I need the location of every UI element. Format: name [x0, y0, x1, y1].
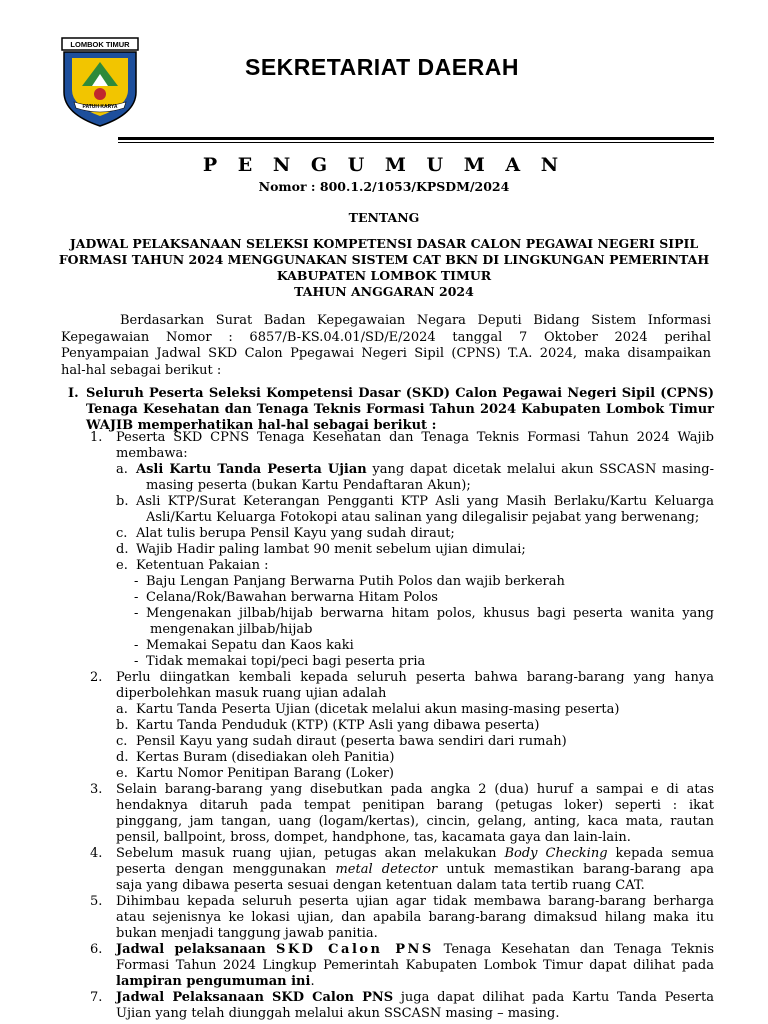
list-item [68, 782, 714, 846]
sub-item-line [136, 462, 714, 478]
sub-item-label: c. [116, 526, 128, 541]
sub-item [68, 750, 714, 766]
sub-item-line: Ketentuan Pakaian : [136, 558, 269, 573]
section-1 [68, 386, 715, 1021]
lombok-timur-emblem [60, 36, 140, 128]
list-item [68, 846, 714, 894]
logo-top-text: LOMBOK TIMUR [70, 40, 130, 49]
document-title: P E N G U M U M A N [202, 154, 566, 176]
section-heading-line: WAJIB memperhatikan hal-hal sebagai berikut : [86, 418, 437, 433]
section-heading-line: Seluruh Peserta Seleksi Kompetensi Dasar (SKD) Calon Pegawai Negeri Sipil (CPNS) [86, 386, 714, 401]
intro-line: Kepegawaian Nomor : 6857/B-KS.04.01/SD/E/2024 tanggal 7 Oktober 2024 perihal [61, 329, 711, 345]
sub-item-line: Kartu Nomor Penitipan Barang (Loker) [136, 766, 394, 781]
item-number: 6. [90, 942, 103, 957]
document-number: Nomor : 800.1.2/1053/KPSDM/2024 [258, 179, 510, 194]
item-line: saja yang dibawa peserta sesuai dengan ketentuan dalam tata tertib ruang CAT. [116, 878, 645, 893]
dress-code-item [68, 574, 714, 590]
list-item [68, 894, 714, 942]
item-line [116, 862, 714, 878]
dress-code-item [68, 606, 714, 638]
sub-item-line: Asli KTP/Surat Keterangan Pengganti KTP Asli yang Masih Berlaku/Kartu Keluarga [136, 494, 714, 509]
dress-code-item [68, 654, 714, 670]
sub-item-bold: Asli Kartu Tanda Peserta Ujian [136, 462, 367, 477]
list-item [68, 942, 714, 990]
item-text: Tenaga Kesehatan dan Tenaga Teknis [433, 942, 714, 957]
item-line: Ujian yang telah diunggah melalui akun SSCASN masing – masing. [116, 1006, 560, 1021]
sub-item-label: a. [116, 462, 128, 477]
dress-code-item [68, 638, 714, 654]
sub-item-label: b. [116, 718, 129, 733]
item-line: pensil, ballpoint, bross, dompet, handphone, tas, kacamata gaya dan lain-lain. [116, 830, 631, 845]
subject-line: JADWAL PELAKSANAAN SELEKSI KOMPETENSI DASAR CALON PEGAWAI NEGERI SIPIL [69, 236, 699, 251]
sub-item [68, 558, 714, 574]
item-number: 7. [90, 990, 103, 1005]
subject-line: FORMASI TAHUN 2024 MENGGUNAKAN SISTEM CAT BKN DI LINGKUNGAN PEMERINTAH [58, 252, 710, 267]
item-line: Perlu diingatkan kembali kepada seluruh peserta bahwa barang-barang yang hanya [116, 670, 714, 685]
document-subject [40, 236, 728, 300]
dress-code-line: Mengenakan jilbab/hijab berwarna hitam polos, khusus bagi peserta wanita yang [146, 606, 714, 621]
sub-item-label: d. [116, 542, 129, 557]
sub-item [68, 462, 714, 494]
subject-line: KABUPATEN LOMBOK TIMUR [276, 268, 492, 283]
sub-item-line: Wajib Hadir paling lambat 90 menit sebelum ujian dimulai; [136, 542, 526, 557]
sub-item [68, 734, 714, 750]
item-bold: lampiran pengumuman ini [116, 974, 311, 989]
item-number: 4. [90, 846, 103, 861]
sub-item-label: c. [116, 734, 128, 749]
intro-paragraph [61, 313, 711, 379]
sub-item [68, 526, 714, 542]
item-line: membawa: [116, 446, 188, 461]
item-line [116, 974, 714, 990]
item-line: Formasi Tahun 2024 Lingkup Pemerintah Kabupaten Lombok Timur dapat dilihat pada [116, 958, 714, 973]
item-bold: Jadwal Pelaksanaan SKD Calon PNS [116, 990, 394, 1005]
item-bold: Jadwal pelaksanaan [116, 942, 276, 957]
item-text: . [310, 974, 315, 989]
sub-item [68, 542, 714, 558]
dress-code-line: Tidak memakai topi/peci bagi peserta pria [146, 654, 426, 669]
sub-item-text: yang dapat dicetak melalui akun SSCASN masing- [366, 462, 714, 477]
header-rule-thin [118, 142, 714, 143]
sub-item [68, 702, 714, 718]
section-items [68, 430, 714, 1022]
dress-code-line: Memakai Sepatu dan Kaos kaki [146, 638, 354, 653]
dress-code-item [68, 590, 714, 606]
item-italic: Body Checking [504, 846, 608, 861]
item-line [116, 942, 714, 958]
sub-item-label: d. [116, 750, 129, 765]
sub-item-label: b. [116, 494, 129, 509]
dash-marker: - [134, 606, 139, 621]
item-line [116, 846, 714, 862]
item-italic: metal detector [335, 862, 438, 877]
item-line: pinggang, jam tangan, uang (logam/kertas), cincin, gelang, anting, kaca mata, rautan [116, 814, 714, 829]
tentang-label: TENTANG [348, 210, 420, 225]
intro-line: Penyampaian Jadwal SKD Calon Ppegawai Negeri Sipil (CPNS) T.A. 2024, maka disampaikan [61, 346, 711, 361]
item-line: Dihimbau kepada seluruh peserta ujian agar tidak membawa barang-barang berharga [116, 894, 714, 909]
org-name: SEKRETARIAT DAERAH [245, 54, 519, 80]
item-line: atau sejenisnya ke lokasi ujian, dan apabila barang-barang dimaksud hilang maka itu [116, 910, 714, 925]
dash-marker: - [134, 654, 139, 669]
item-number: 2. [90, 670, 103, 685]
sub-item-line: Kartu Tanda Penduduk (KTP) (KTP Asli yang dibawa peserta) [136, 718, 540, 733]
item-text: untuk memastikan barang-barang apa [437, 862, 714, 877]
intro-line: hal-hal sebagai berikut : [61, 362, 222, 378]
item-text: kepada semua [607, 846, 715, 861]
sub-item-label: a. [116, 702, 128, 717]
intro-line: Berdasarkan Surat Badan Kepegawaian Negara Deputi Bidang Sistem Informasi [120, 313, 711, 328]
subject-line: TAHUN ANGGARAN 2024 [294, 284, 474, 299]
sub-item-line: Asli/Kartu Keluarga Fotokopi atau salinan yang dilegalisir pejabat yang berwenang; [146, 510, 700, 525]
sub-item-line: Alat tulis berupa Pensil Kayu yang sudah diraut; [136, 526, 455, 541]
dash-marker: - [134, 590, 139, 605]
dress-code-line: mengenakan jilbab/hijab [150, 622, 313, 637]
item-line: Peserta SKD CPNS Tenaga Kesehatan dan Tenaga Teknis Formasi Tahun 2024 Wajib [116, 430, 714, 445]
dress-code-line: Baju Lengan Panjang Berwarna Putih Polos dan wajib berkerah [146, 574, 565, 589]
item-line: diperbolehkan masuk ruang ujian adalah [116, 686, 387, 701]
item-line: hendaknya ditaruh pada tempat penitipan barang (petugas loker) seperti : ikat [116, 798, 714, 813]
sub-item-line: masing peserta (bukan Kartu Pendaftaran Akun); [146, 478, 471, 493]
header-rule-thick [118, 137, 714, 140]
sub-item-label: e. [116, 766, 128, 781]
logo-motto-text: PATUH KARYA [82, 104, 118, 110]
list-item [68, 430, 714, 462]
item-number: 1. [90, 430, 103, 445]
item-text: Sebelum masuk ruang ujian, petugas akan melakukan [116, 846, 505, 861]
list-item [68, 990, 714, 1022]
item-line: bukan menjadi tanggung jawab panitia. [116, 926, 378, 941]
sub-item-line: Kartu Tanda Peserta Ujian (dicetak melalui akun masing-masing peserta) [136, 702, 620, 717]
item-line: Selain barang-barang yang disebutkan pada angka 2 (dua) huruf a sampai e di atas [116, 782, 714, 797]
section-number: I. [68, 386, 79, 401]
section-heading-line: Tenaga Kesehatan dan Tenaga Teknis Formasi Tahun 2024 Kabupaten Lombok Timur [86, 402, 714, 417]
sub-item-label: e. [116, 558, 128, 573]
sub-item [68, 494, 714, 526]
item-line [116, 990, 714, 1006]
list-item [68, 670, 714, 702]
dash-marker: - [134, 638, 139, 653]
sub-item-line: Pensil Kayu yang sudah diraut (peserta bawa sendiri dari rumah) [136, 734, 567, 749]
dress-code-line: Celana/Rok/Bawahan berwarna Hitam Polos [146, 590, 438, 605]
item-number: 5. [90, 894, 103, 909]
item-text: juga dapat dilihat pada Kartu Tanda Peserta [393, 990, 714, 1005]
section-heading [68, 386, 714, 434]
sub-item [68, 718, 714, 734]
item-text: peserta dengan menggunakan [116, 862, 336, 877]
sub-item-line: Kertas Buram (disediakan oleh Panitia) [136, 750, 395, 765]
sub-item [68, 766, 714, 782]
item-number: 3. [90, 782, 103, 797]
dash-marker: - [134, 574, 139, 589]
item-bold: SKD Calon PNS [275, 942, 434, 957]
